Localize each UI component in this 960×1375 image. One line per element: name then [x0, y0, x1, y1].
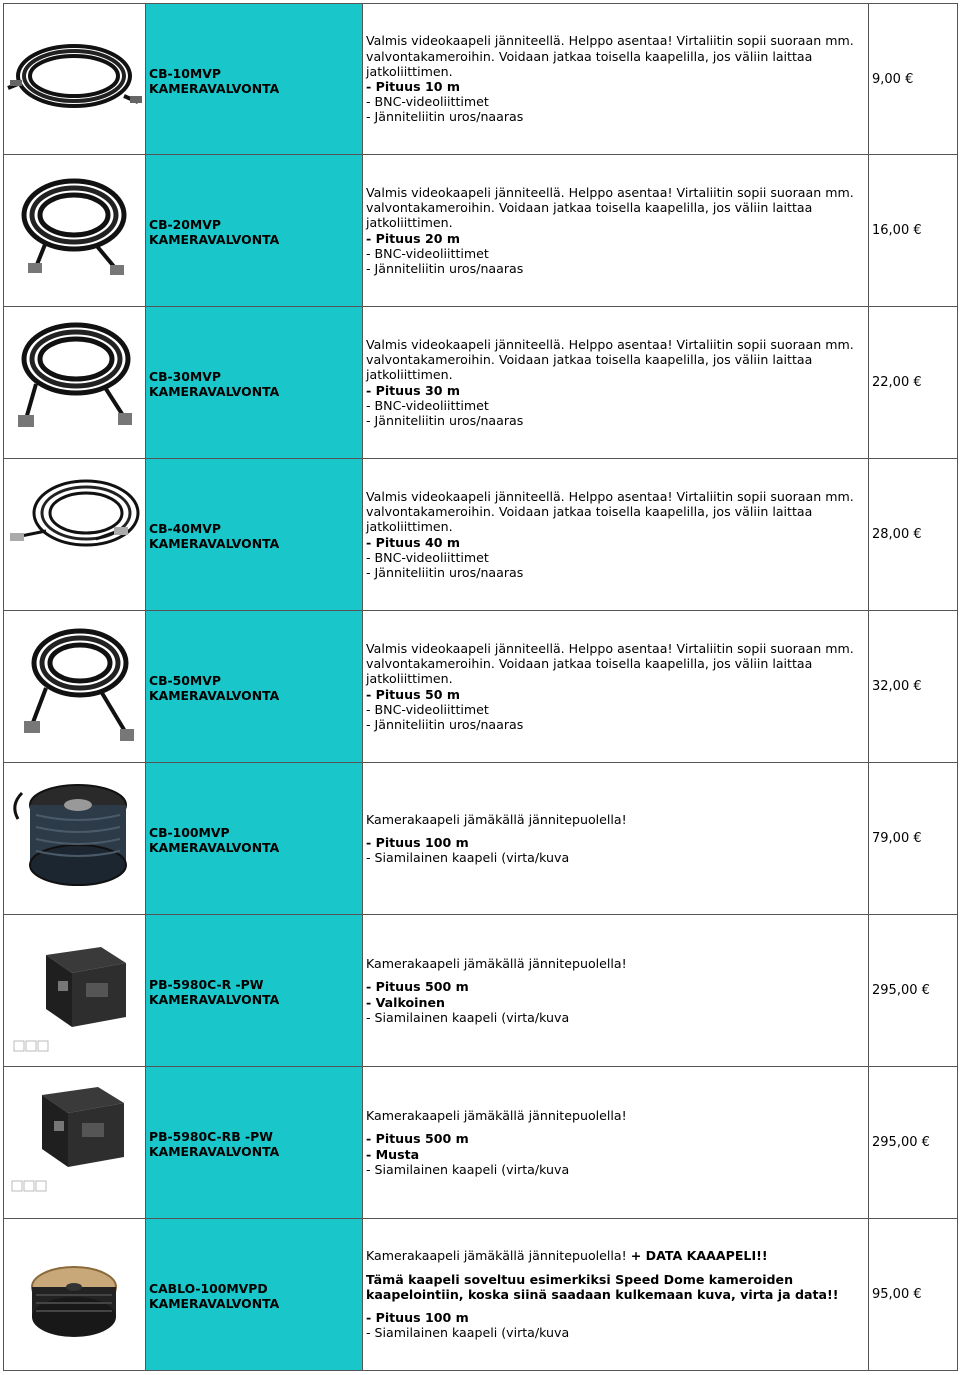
product-image-cell — [3, 4, 146, 154]
price: 9,00 € — [872, 71, 914, 87]
product-category: KAMERAVALVONTA — [149, 688, 280, 703]
description-text: Kamerakaapeli jämäkällä jännitepuolella! — [366, 811, 627, 827]
table-row — [3, 155, 958, 307]
price-cell — [869, 611, 958, 762]
product-table — [3, 3, 958, 1371]
product-code-cell — [146, 611, 363, 762]
price-cell — [869, 155, 958, 306]
product-code: CB-50MVP — [149, 673, 221, 688]
spec-line: - BNC-videoliittimet — [366, 701, 489, 717]
cable-coil-icon — [6, 613, 145, 761]
product-category: KAMERAVALVONTA — [149, 1296, 280, 1311]
spec-line: - BNC-videoliittimet — [366, 94, 489, 110]
table-row — [3, 3, 958, 155]
spec-line: - BNC-videoliittimet — [366, 245, 489, 261]
table-row — [3, 307, 958, 459]
price-cell — [869, 915, 958, 1066]
product-code-cell — [146, 459, 363, 610]
description-lead: Kamerakaapeli jämäkällä jännitepuolella! — [366, 1248, 627, 1264]
product-image-cell — [3, 459, 146, 610]
product-code: CB-100MVP — [149, 825, 230, 840]
product-image-cell — [3, 307, 146, 458]
color-spec: - Musta — [366, 1146, 420, 1162]
spec-line: - Siamilainen kaapeli (virta/kuva — [366, 1161, 570, 1177]
description-text: Valmis videokaapeli jänniteellä. Helppo asentaa! Virtaliitin sopii suoraan mm. valvontakameroihin. Voidaan jatkaa toisella kaapelilla, jos väliin laittaa jatkoliittimen. — [366, 488, 854, 535]
product-category: KAMERAVALVONTA — [149, 840, 280, 855]
description-text: Valmis videokaapeli jänniteellä. Helppo asentaa! Virtaliitin sopii suoraan mm. valvontakameroihin. Voidaan jatkaa toisella kaapelilla, jos väliin laittaa jatkoliittimen. — [366, 33, 854, 79]
product-description-cell — [363, 4, 869, 154]
spec-line: - Jänniteliitin uros/naaras — [366, 412, 524, 428]
price-cell — [869, 4, 958, 154]
spec-line: - Jänniteliitin uros/naaras — [366, 716, 524, 732]
spec-line: - Siamilainen kaapeli (virta/kuva — [366, 1009, 570, 1025]
spec-line: - Siamilainen kaapeli (virta/kuva — [366, 1325, 570, 1341]
price-cell — [869, 459, 958, 610]
spec-line: - BNC-videoliittimet — [366, 549, 489, 565]
price: 22,00 € — [872, 375, 922, 390]
spec-line: - Siamilainen kaapeli (virta/kuva — [366, 850, 570, 866]
usage-note: Tämä kaapeli soveltuu esimerkiksi Speed Dome kameroiden kaapelointiin, koska siinä saadaan kulkemaan kuva, virta ja data!! — [366, 1271, 839, 1302]
product-category: KAMERAVALVONTA — [149, 992, 280, 1007]
cable-reel-icon — [6, 765, 145, 913]
price: 95,00 € — [872, 1287, 922, 1302]
product-description-cell — [363, 155, 869, 306]
product-code-cell — [146, 307, 363, 458]
cable-spool-icon — [6, 1221, 145, 1369]
price: 295,00 € — [872, 983, 930, 998]
cable-coil-icon — [6, 309, 145, 457]
cable-box-icon — [6, 917, 145, 1065]
price-cell — [869, 1067, 958, 1218]
length-spec: - Pituus 500 m — [366, 979, 469, 995]
length-spec: - Pituus 30 m — [366, 382, 461, 398]
length-spec: - Pituus 50 m — [366, 686, 461, 702]
price: 28,00 € — [872, 527, 922, 542]
product-code-cell — [146, 4, 363, 154]
spec-line: - Jänniteliitin uros/naaras — [366, 109, 524, 125]
description-text: Kamerakaapeli jämäkällä jännitepuolella! — [366, 1108, 627, 1124]
table-row — [3, 1219, 958, 1371]
product-image-cell — [3, 763, 146, 914]
product-code-cell — [146, 155, 363, 306]
price: 16,00 € — [872, 223, 922, 238]
product-description-cell — [363, 611, 869, 762]
length-spec: - Pituus 500 m — [366, 1131, 469, 1147]
description-text: Valmis videokaapeli jänniteellä. Helppo asentaa! Virtaliitin sopii suoraan mm. valvontakameroihin. Voidaan jatkaa toisella kaapelilla, jos väliin laittaa jatkoliittimen. — [366, 184, 854, 231]
length-spec: - Pituus 20 m — [366, 230, 461, 246]
price: 32,00 € — [872, 679, 922, 694]
product-code-cell — [146, 915, 363, 1066]
product-code: CB-30MVP — [149, 369, 221, 384]
data-cable-highlight: + DATA KAAAPELI!! — [630, 1248, 768, 1264]
color-spec: - Valkoinen — [366, 994, 445, 1010]
product-code-cell — [146, 763, 363, 914]
table-row — [3, 1067, 958, 1219]
table-row — [3, 915, 958, 1067]
cable-coil-icon — [6, 157, 145, 305]
price-cell — [869, 763, 958, 914]
spec-line: - BNC-videoliittimet — [366, 397, 489, 413]
product-description-cell — [363, 459, 869, 610]
product-code: CABLO-100MVPD — [149, 1281, 268, 1296]
price-cell — [869, 1219, 958, 1370]
product-image-cell — [3, 1219, 146, 1370]
cable-box-icon — [6, 1069, 145, 1217]
product-description-cell — [363, 307, 869, 458]
product-code: CB-20MVP — [149, 217, 221, 232]
description-text — [366, 1248, 868, 1263]
product-description-cell — [363, 1067, 869, 1218]
length-spec: - Pituus 10 m — [366, 79, 461, 94]
price: 295,00 € — [872, 1135, 930, 1150]
table-row — [3, 459, 958, 611]
length-spec: - Pituus 100 m — [366, 834, 469, 850]
description-text: Valmis videokaapeli jänniteellä. Helppo asentaa! Virtaliitin sopii suoraan mm. valvontakameroihin. Voidaan jatkaa toisella kaapelilla, jos väliin laittaa jatkoliittimen. — [366, 336, 854, 383]
product-image-cell — [3, 155, 146, 306]
product-category: KAMERAVALVONTA — [149, 1144, 280, 1159]
product-code: CB-40MVP — [149, 521, 221, 536]
cable-coil-icon — [6, 461, 145, 609]
product-code-cell — [146, 1067, 363, 1218]
product-category: KAMERAVALVONTA — [149, 80, 280, 96]
spec-line: - Jänniteliitin uros/naaras — [366, 564, 524, 580]
length-spec: - Pituus 100 m — [366, 1310, 469, 1326]
product-description-cell — [363, 915, 869, 1066]
price: 79,00 € — [872, 831, 922, 846]
description-text: Valmis videokaapeli jänniteellä. Helppo asentaa! Virtaliitin sopii suoraan mm. valvontakameroihin. Voidaan jatkaa toisella kaapelilla, jos väliin laittaa jatkoliittimen. — [366, 640, 854, 687]
table-row — [3, 763, 958, 915]
description-text: Kamerakaapeli jämäkällä jännitepuolella! — [366, 956, 627, 972]
cable-coil-icon — [6, 6, 145, 154]
product-code-cell — [146, 1219, 363, 1370]
product-image-cell — [3, 611, 146, 762]
product-category: KAMERAVALVONTA — [149, 232, 280, 247]
price-cell — [869, 307, 958, 458]
length-spec: - Pituus 40 m — [366, 534, 461, 550]
product-code: PB-5980C-R -PW — [149, 977, 264, 992]
spec-line: - Jänniteliitin uros/naaras — [366, 260, 524, 276]
product-description-cell — [363, 763, 869, 914]
product-code: CB-10MVP — [149, 65, 221, 81]
product-image-cell — [3, 915, 146, 1066]
product-description-cell — [363, 1219, 869, 1370]
table-row — [3, 611, 958, 763]
product-image-cell — [3, 1067, 146, 1218]
product-category: KAMERAVALVONTA — [149, 384, 280, 399]
product-category: KAMERAVALVONTA — [149, 536, 280, 551]
product-code: PB-5980C-RB -PW — [149, 1129, 273, 1144]
